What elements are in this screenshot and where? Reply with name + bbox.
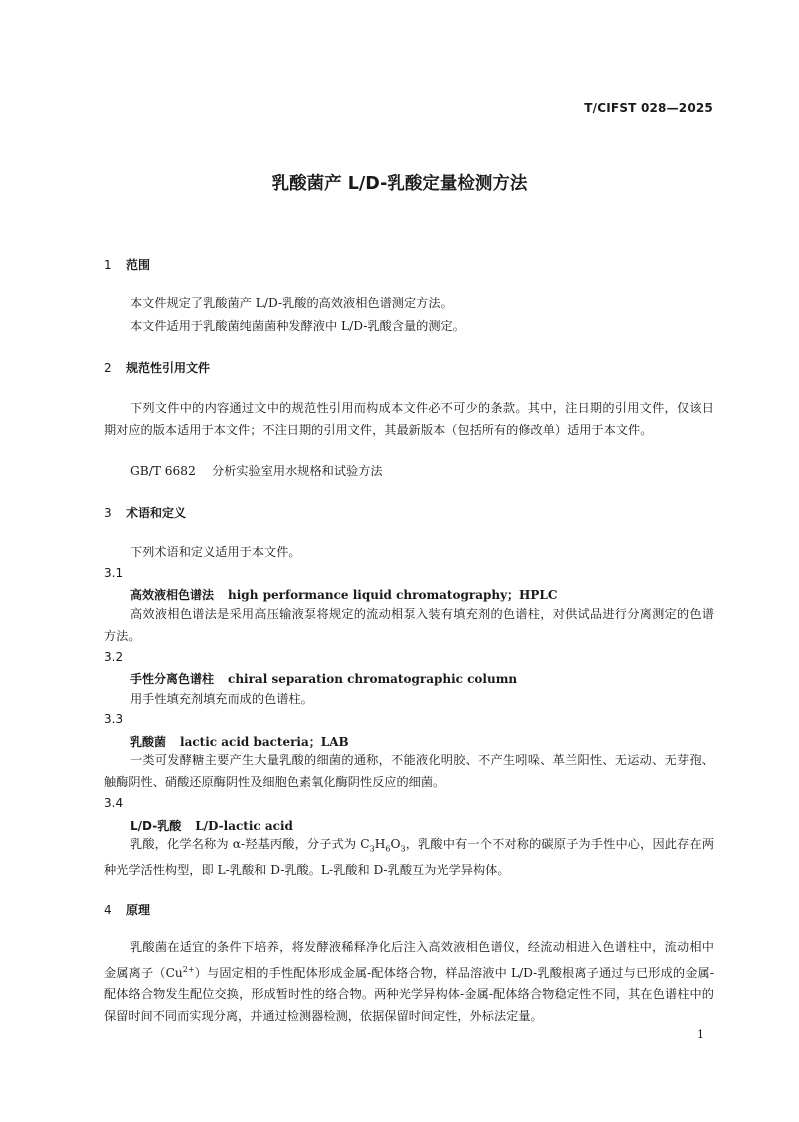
section-4-heading	[104, 901, 150, 918]
section-2-paragraph: 下列文件中的内容通过文中的规范性引用而构成本文件必不可少的条款。其中，注日期的引用文件，仅该日期对应的版本适用于本文件；不注日期的引用文件，其最新版本（包括所有的修改单）适用于本文件。	[104, 401, 714, 437]
section-4-paragraph: 乳酸菌在适宜的条件下培养，将发酵液稀释净化后注入高效液相色谱仪，经流动相进入色谱柱中，流动相中金属离子$(Cu^{2+})$与固定相的手性配体形成金属-配体络合物，样品溶液中 L/D-乳酸根离子通过与已形成的金属-配体络合物发生配位交换，形成暂时性的络合物。两种光学异构体-金属-配体络合物稳定性不同，其在色谱柱中的保留时间不同而实现分离，并通过检测器检测，依据保留时间定性，外标法定量。	[104, 940, 714, 1023]
term-heading	[130, 670, 517, 687]
normative-reference	[130, 462, 383, 479]
section-1-paragraph-1: 本文件规定了乳酸菌产 L/D-乳酸的高效液相色谱测定方法。	[130, 296, 453, 310]
section-title: 范围	[126, 258, 151, 272]
term-definition: 一类可发酵糖主要产生大量乳酸的细菌的通称，不能液化明胶、不产生吲哚、革兰阳性、无运动、无芽孢、触酶阴性、硝酸还原酶阴性及细胞色素氧化酶阴性反应的细菌。	[104, 753, 714, 789]
section-title: 原理	[126, 903, 151, 917]
document-code: T/CIFST 028—2025	[584, 101, 713, 115]
section-1-paragraph-2: 本文件适用于乳酸菌纯菌菌种发酵液中 L/D-乳酸含量的测定。	[130, 319, 465, 333]
document-title: 乳酸菌产 L/D-乳酸定量检测方法	[271, 174, 528, 194]
section-number: 4	[104, 903, 112, 917]
section-number: 3	[104, 506, 112, 520]
term-heading	[130, 733, 349, 750]
clause-number: 3.3	[104, 712, 124, 726]
term-definition: 用手性填充剂填充而成的色谱柱。	[130, 692, 313, 706]
section-3-intro: 下列术语和定义适用于本文件。	[130, 545, 301, 559]
clause-number: 3.4	[104, 796, 124, 810]
term-en: high performance liquid chromatography；HPLC	[228, 588, 558, 602]
term-en: chiral separation chromatographic column	[228, 672, 518, 686]
section-1-heading	[104, 256, 150, 273]
section-title: 术语和定义	[126, 506, 187, 520]
term-heading	[130, 586, 557, 603]
section-title: 规范性引用文件	[126, 361, 211, 375]
term-zh: 高效液相色谱法	[130, 588, 215, 602]
term-heading	[130, 817, 293, 834]
section-number: 1	[104, 258, 112, 272]
section-number: 2	[104, 361, 112, 375]
clause-number: 3.2	[104, 650, 124, 664]
term-en: L/D-lactic acid	[195, 819, 293, 833]
clause-number: 3.1	[104, 566, 124, 580]
term-definition: 高效液相色谱法是采用高压输液泵将规定的流动相泵入装有填充剂的色谱柱，对供试品进行分离测定的色谱方法。	[104, 607, 714, 643]
term-en: lactic acid bacteria；LAB	[180, 735, 349, 749]
section-3-heading	[104, 504, 186, 521]
reference-title: 分析实验室用水规格和试验方法	[212, 464, 383, 478]
section-2-heading	[104, 359, 210, 376]
term-definition: 乳酸，化学名称为 α-羟基丙酸，分子式为 $C_3H_6O_3$，乳酸中有一个不对称的碳原子为手性中心，因此存在两种光学活性构型，即 L-乳酸和 D-乳酸。L-乳酸和 D-乳酸互为光学异构体。	[104, 837, 715, 877]
term-zh: 乳酸菌	[130, 735, 167, 749]
page-number: 1	[697, 1028, 704, 1041]
term-zh: 手性分离色谱柱	[130, 672, 215, 686]
reference-code: GB/T 6682	[130, 464, 196, 478]
term-zh: L/D-乳酸	[130, 819, 182, 833]
